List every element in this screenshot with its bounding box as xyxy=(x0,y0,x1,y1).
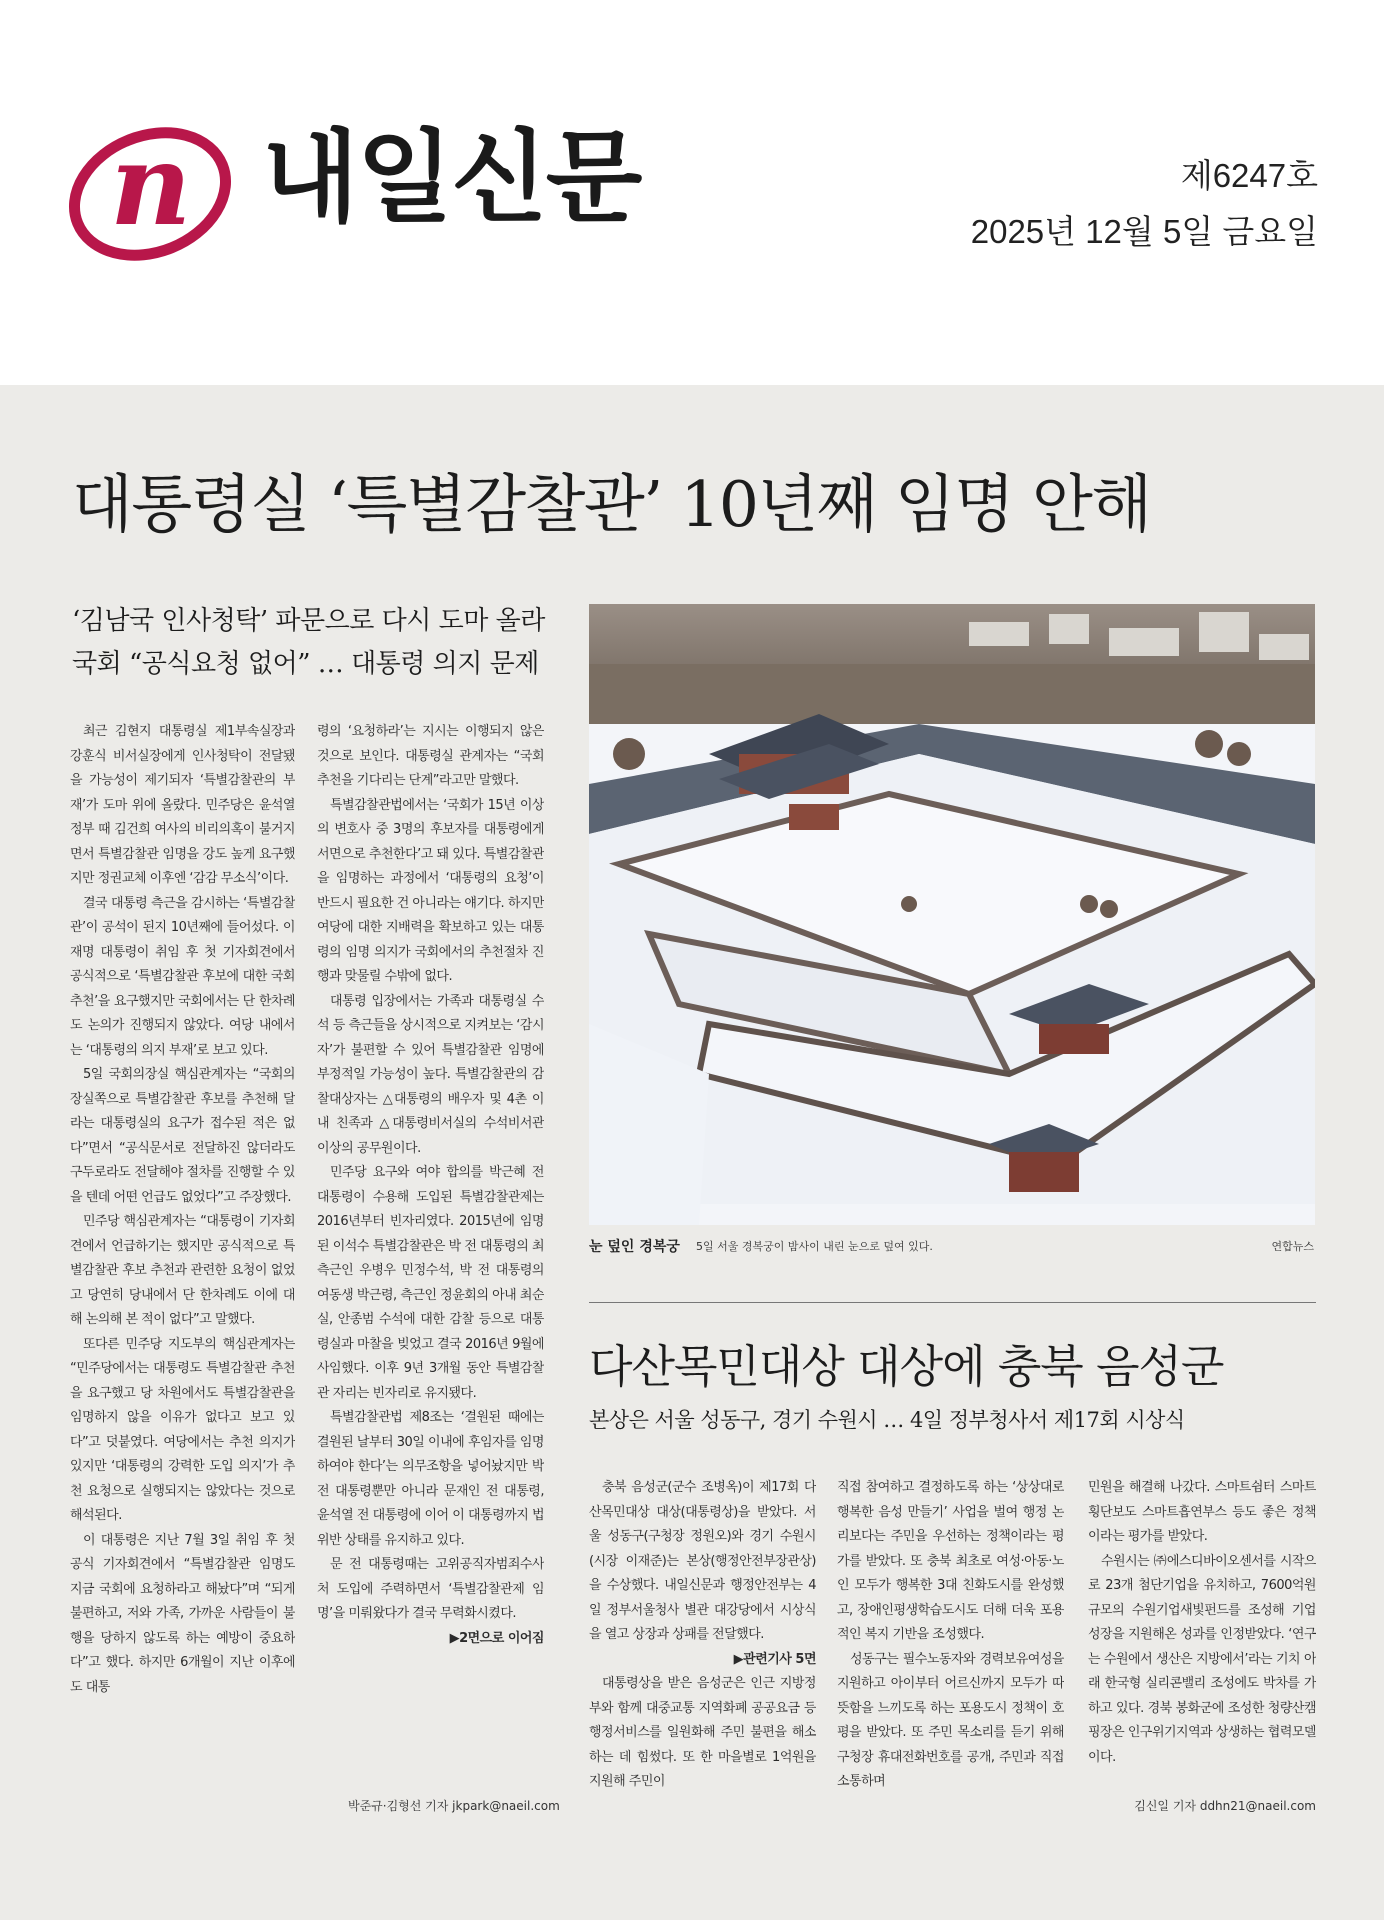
photo-caption-title: 눈 덮인 경복궁 xyxy=(589,1239,680,1255)
second-story-column-1 xyxy=(589,1476,816,1821)
paragraph: 수원시는 ㈜에스디바이오센서를 시작으로 23개 첨단기업을 유치하고, 7600억원 규모의 수원기업새빛펀드를 조성해 기업 성장을 지원해온 성과를 인정받았다. ‘연구는 수원에서 생산은 지방에서’라는 기치 아래 한국형 실리콘밸리 조성에도 박차를 가하고 있다. 경북 봉화군에 조성한 청량산캠핑장은 인구위기지역과 상생하는 협력모델이다. xyxy=(1088,1553,1316,1765)
paragraph: 성동구는 필수노동자와 경력보유여성을 지원하고 아이부터 어르신까지 모두가 따뜻함을 느끼도록 하는 포용도시 정책이 호평을 받았다. 또 주민 목소리를 듣기 위해 구청장 휴대전화번호를 공개, 주민과 직접 소통하며 xyxy=(837,1651,1064,1789)
paragraph: 민주당 요구와 여야 합의를 박근혜 전 대통령이 수용해 도입된 특별감찰관제는 2016년부터 빈자리였다. 2015년에 임명된 이석수 특별감찰관은 박 전 대통령의 최측근인 우병우 민정수석, 박 전 대통령의 여동생 박근령, 측근인 정윤회의 아내 최순실, 안종범 수석에 대한 감찰 등으로 대통령실과 마찰을 빚었고 결국 2016년 9월에 사임했다. 이후 9년 3개월 동안 특별감찰관 자리는 빈자리로 유지됐다. xyxy=(317,1165,544,1401)
paragraph: 최근 김현지 대통령실 제1부속실장과 강훈식 비서실장에게 인사청탁이 전달됐을 가능성이 제기되자 ‘특별감찰관의 부재’가 도마 위에 올랐다. 민주당은 윤석열정부 때 김건희 여사의 비리의혹이 불거지면서 특별감찰관 임명을 강도 높게 요구했지만 정권교체 이후엔 ‘감감 무소식’이다. xyxy=(70,724,295,886)
lead-story-column-1 xyxy=(70,720,295,1810)
second-subhead: 본상은 서울 성동구, 경기 수원시 … 4일 정부청사서 제17회 시상식 xyxy=(589,1408,1185,1432)
continued-link[interactable]: ▶2면으로 이어짐 xyxy=(449,1630,544,1646)
paragraph: 민주당 핵심관계자는 “대통령이 기자회견에서 언급하기는 했지만 공식적으로 특별감찰관 후보 추천과 관련한 요청이 없었고 당연히 당내에서 단 한차례도 이에 대해 논의해 본 적이 없다”고 말했다. xyxy=(70,1214,295,1327)
second-story-column-3 xyxy=(1088,1476,1316,1786)
gyeongbokgung-photo xyxy=(589,604,1315,1225)
lead-subhead-2: 국회 “공식요청 없어” … 대통령 의지 문제 xyxy=(72,649,539,679)
issue-date: 2025년 12월 5일 금요일 xyxy=(970,213,1318,250)
second-byline: 김신일 기자 ddhn21@naeil.com xyxy=(1134,1799,1316,1813)
paragraph: 민원을 해결해 나갔다. 스마트쉼터 스마트횡단보도 스마트흡연부스 등도 좋은 정책이라는 평가를 받았다. xyxy=(1088,1480,1316,1544)
paragraph: 직접 참여하고 결정하도록 하는 ‘상상대로 행복한 음성 만들기’ 사업을 벌여 행정 논리보다는 주민을 우선하는 정책이라는 평가를 받았다. 또 충북 최초로 여성·아동·노인 모두가 행복한 3대 친화도시를 완성했고, 장애인평생학습도시도 더해 더욱 포용적인 복지 기반을 조성했다. xyxy=(837,1480,1064,1642)
second-story-column-2 xyxy=(837,1476,1064,1821)
paragraph: 문 전 대통령때는 고위공직자범죄수사처 도입에 주력하면서 ‘특별감찰관제 임명’을 미뤄왔다가 결국 무력화시켰다. xyxy=(317,1557,544,1621)
section-divider xyxy=(589,1302,1316,1303)
paragraph: 령의 ‘요청하라’는 지시는 이행되지 않은 것으로 보인다. 대통령실 관계자는 “국회 추천을 기다리는 단계”라고만 말했다. xyxy=(317,724,544,788)
issue-info xyxy=(971,148,1318,260)
paragraph: 대통령상을 받은 음성군은 인근 지방정부와 함께 대중교통 지역화폐 공공요금 등 행정서비스를 일원화해 주민 불편을 해소하는 데 힘썼다. 또 한 마을별로 1억원을 지원해 주민이 xyxy=(589,1676,816,1789)
masthead xyxy=(0,0,1384,385)
paper-name: 내일신문 xyxy=(262,119,641,236)
naeil-logo-icon xyxy=(64,112,236,262)
paragraph: 또다른 민주당 지도부의 핵심관계자는 “민주당에서는 대통령도 특별감찰관 추천을 요구했고 당 차원에서도 특별감찰관을 임명하지 않을 이유가 없다고 보고 있다”고 덧붙였다. 여당에서는 추천 의지가 있지만 ‘대통령의 강력한 도입 의지’가 추천 요청으로 실행되지는 않았다는 것으로 해석된다. xyxy=(70,1336,295,1523)
snow-palace-illustration xyxy=(589,604,1315,1225)
photo-caption: 5일 서울 경복궁이 밤사이 내린 눈으로 덮여 있다. xyxy=(696,1240,933,1253)
paragraph: 특별감찰관법 제8조는 ‘결원된 때에는 결원된 날부터 30일 이내에 후임자를 임명하여야 한다’는 의무조항을 넣어놨지만 박 전 대통령뿐만 아니라 문재인 전 대통령, 윤석열 전 대통령에 이어 이 대통령까지 법 위반 상태를 유지하고 있다. xyxy=(317,1410,544,1548)
paragraph: 이 대통령은 지난 7월 3일 취임 후 첫 공식 기자회견에서 “특별감찰관 임명도 지금 국회에 요청하라고 해놨다”며 “되게 불편하고, 저와 가족, 가까운 사람들이 불행을 당하지 않도록 하는 예방이 중요하다”고 했다. 하지만 6개월이 지난 이후에도 대통 xyxy=(70,1532,295,1695)
photo-credit: 연합뉴스 xyxy=(1271,1240,1314,1253)
paragraph: 특별감찰관법에서는 ‘국회가 15년 이상의 변호사 중 3명의 후보자를 대통령에게 서면으로 추천한다’고 돼 있다. 특별감찰관을 임명하는 과정에서 ‘대통령의 요청’이 반드시 필요한 건 아니라는 얘기다. 하지만 여당에 대한 지배력을 확보하고 있는 대통령의 임명 의지가 국회에서의 추천절차 진행과 맞물릴 수밖에 없다. xyxy=(317,797,544,984)
paragraph: 결국 대통령 측근을 감시하는 ‘특별감찰관’이 공석이 된지 10년째에 들어섰다. 이재명 대통령이 취임 후 첫 기자회견에서 공식적으로 ‘특별감찰관 후보에 대한 국회 추천’을 요구했지만 국회에서는 단 한차례도 논의가 진행되지 않았다. 여당 내에서는 ‘대통령의 의지 부재’로 보고 있다. xyxy=(70,895,295,1058)
paragraph: 충북 음성군(군수 조병옥)이 제17회 다산목민대상 대상(대통령상)을 받았다. 서울 성동구(구청장 정원오)와 경기 수원시(시장 이재준)는 본상(행정안전부장관상)을 수상했다. 내일신문과 행정안전부는 4일 정부서울청사 별관 대강당에서 시상식을 열고 상장과 상패를 전달했다. xyxy=(589,1480,816,1642)
paragraph: 5일 국회의장실 핵심관계자는 “국회의장실쪽으로 특별감찰관 후보를 추천해 달라는 대통령실의 요구가 접수된 적은 없다”면서 “공식문서로 전달하진 않더라도 구두로라도 전달해야 절차를 진행할 수 있을 텐데 어떤 언급도 없었다”고 주장했다. xyxy=(70,1067,295,1205)
lead-headline: 대통령실 ‘특별감찰관’ 10년째 임명 안해 xyxy=(72,468,1151,541)
lead-story-column-2 xyxy=(317,720,544,1790)
logo-letter: n xyxy=(110,120,192,251)
paragraph: 대통령 입장에서는 가족과 대통령실 수석 등 측근들을 상시적으로 지켜보는 ‘감시자’가 불편할 수 있어 특별감찰관 임명에 부정적일 가능성이 높다. 특별감찰관의 감찰대상자는 △대통령의 배우자 및 4촌 이내 친족과 △대통령비서실의 수석비서관 이상의 공무원이다. xyxy=(317,993,544,1156)
lead-subhead-1: ‘김남국 인사청탁’ 파문으로 다시 도마 올라 xyxy=(72,606,545,636)
issue-number: 제6247호 xyxy=(1180,157,1318,194)
related-article-link[interactable]: ▶관련기사 5면 xyxy=(733,1651,816,1667)
lead-byline: 박준규·김형선 기자 jkpark@naeil.com xyxy=(348,1799,560,1813)
second-headline: 다산목민대상 대상에 충북 음성군 xyxy=(589,1340,1224,1393)
